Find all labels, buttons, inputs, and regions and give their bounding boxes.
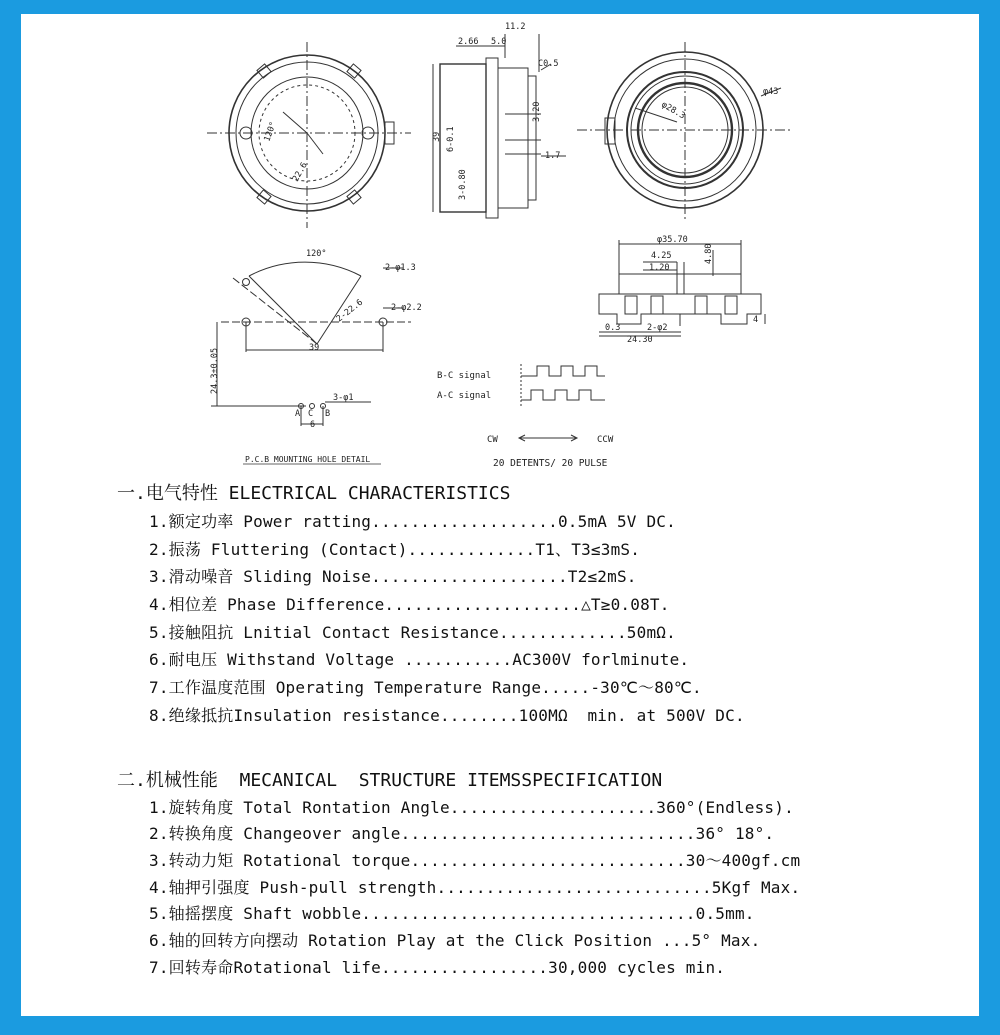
- dim-1-7: 1.7: [545, 151, 561, 161]
- dim-2-phi2: 2-φ2: [647, 323, 668, 333]
- encoder-section-view: [599, 240, 765, 336]
- mechanical-item: 7.回转寿命Rotational life.................30,000 cycles min.: [149, 958, 726, 977]
- cw-label: CW: [487, 435, 498, 445]
- pcb-label-b: B: [325, 409, 331, 419]
- encoder-top-view: [207, 42, 411, 228]
- electrical-item: 7.工作温度范围 Operating Temperature Range.....-30℃～80℃.: [149, 678, 702, 697]
- electrical-item: 2.振荡 Fluttering (Contact).............T1、T3≤3mS.: [149, 540, 641, 559]
- datasheet-sheet: [21, 14, 979, 1016]
- dim-2-66: 2.66: [458, 37, 479, 47]
- mechanical-item: 1.旋转角度 Total Rontation Angle.....................360°(Endless).: [149, 798, 794, 817]
- dim-0-3: 0.3: [605, 323, 621, 333]
- dim-24-30: 24.30: [627, 335, 653, 345]
- pcb-dim-2phi22: 2-φ2.2: [391, 303, 422, 313]
- electrical-item: 6.耐电压 Withstand Voltage ...........AC300V forlminute.: [149, 650, 690, 669]
- mechanical-item: 3.转动力矩 Rotational torque............................30～400gf.cm: [149, 851, 801, 870]
- pcb-label-c: C: [308, 409, 314, 419]
- pcb-caption: P.C.B MOUNTING HOLE DETAIL: [245, 455, 371, 464]
- dim-5-0: 5.0: [491, 37, 507, 47]
- electrical-item: 5.接触阻抗 Lnitial Contact Resistance.............50mΩ.: [149, 623, 676, 642]
- pcb-dim-120: 120°: [306, 249, 327, 259]
- electrical-item: 1.额定功率 Power ratting...................0.5mA 5V DC.: [149, 512, 676, 531]
- mechanical-item: 2.转换角度 Changeover angle..............................36° 18°.: [149, 824, 775, 843]
- dim-4-80: 4.80: [704, 243, 714, 264]
- electrical-item: 8.绝缘抵抗Insulation resistance........100MΩ min. at 500V DC.: [149, 706, 745, 725]
- pcb-dim-3phi1: 3-φ1: [333, 393, 354, 403]
- dim-4-25: 4.25: [651, 251, 672, 261]
- pcb-dim-226: 2-22.6: [334, 297, 366, 325]
- bc-signal-label: B-C signal: [437, 371, 492, 381]
- dim-3-080: 3-0.80: [458, 169, 468, 200]
- drawing-dimension-labels: [210, 22, 778, 469]
- dim-phi3570: φ35.70: [657, 235, 688, 245]
- electrical-item: 3.滑动噪音 Sliding Noise....................T2≤2mS.: [149, 567, 637, 586]
- encoder-front-view: [577, 42, 791, 220]
- ac-signal-label: A-C signal: [437, 391, 492, 401]
- dim-1-20: 1.20: [649, 263, 670, 273]
- pcb-label-a: A: [295, 409, 301, 419]
- ccw-label: CCW: [597, 435, 614, 445]
- electrical-item: 4.相位差 Phase Difference....................△T≥0.08T.: [149, 595, 670, 614]
- pcb-dim-6: 6: [310, 420, 316, 430]
- technical-drawing: [21, 14, 979, 484]
- pcb-dim-2phi13: 2-φ1.3: [385, 263, 416, 273]
- dim-22-6-top: 22.6: [290, 160, 310, 184]
- dim-120-top: 120°: [262, 120, 279, 144]
- mechanical-item: 4.轴押引强度 Push-pull strength............................5Kgf Max.: [149, 878, 801, 897]
- dim-3-20: 3.20: [532, 101, 542, 122]
- signal-waveforms: [519, 364, 605, 441]
- dim-phi43: φ43: [763, 87, 779, 97]
- pcb-dim-39: 39: [309, 343, 320, 353]
- dim-4: 4: [753, 315, 759, 325]
- pcb-dim-243: 24.3±0.05: [210, 347, 220, 394]
- mechanical-item: 5.轴摇摆度 Shaft wobble..................................0.5mm.: [149, 904, 755, 923]
- detents-label: 20 DETENTS/ 20 PULSE: [493, 458, 608, 469]
- electrical-section-title: 一.电气特性 ELECTRICAL CHARACTERISTICS: [117, 483, 511, 504]
- mechanical-section-title: 二.机械性能 MECANICAL STRUCTURE ITEMSSPECIFICATION: [117, 770, 663, 791]
- dim-c0-5: C0.5: [538, 59, 559, 69]
- dim-11-2: 11.2: [505, 22, 526, 32]
- dim-6-01: 6-0.1: [446, 126, 456, 152]
- mechanical-item: 6.轴的回转方向摆动 Rotation Play at the Click Position ...5° Max.: [149, 931, 761, 950]
- dim-phi28: φ28.3: [659, 99, 687, 122]
- dim-39: 39: [432, 131, 442, 142]
